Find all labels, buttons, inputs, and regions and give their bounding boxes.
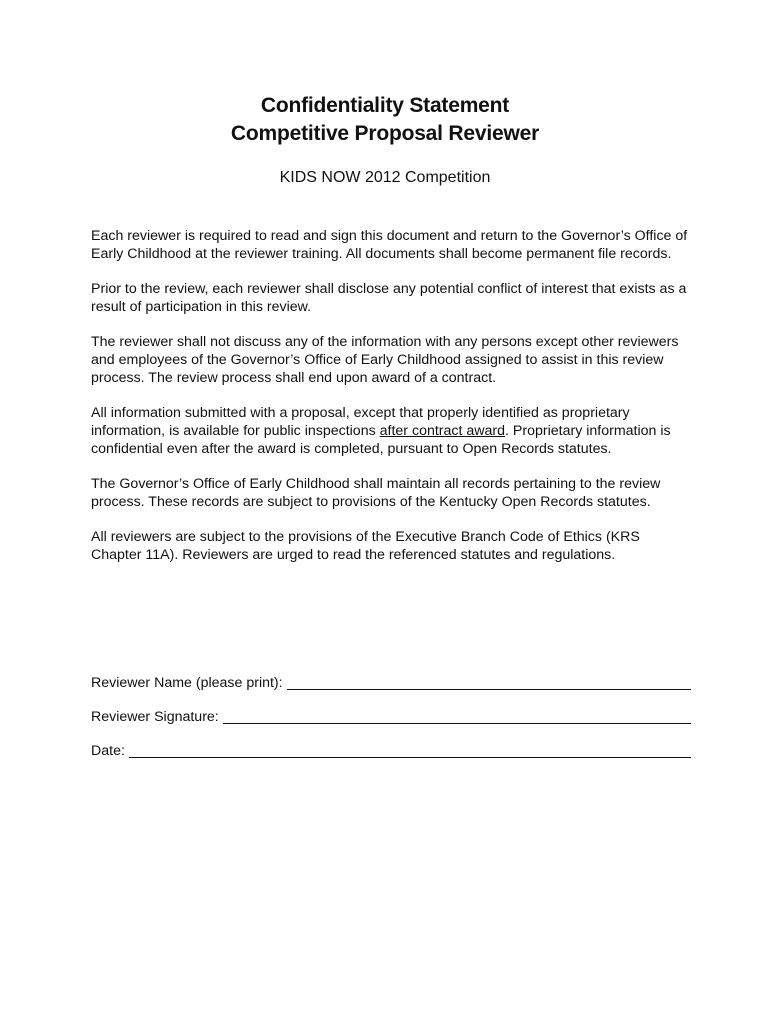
document-title-secondary: Competitive Proposal Reviewer xyxy=(230,122,540,145)
paragraph-reviewer-requirement: Each reviewer is required to read and sign this document and return to the Governor’s Office of Early Childhood at the reviewer training. All documents shall become permanent file records. xyxy=(91,228,688,262)
reviewer-signature-label: Reviewer Signature: xyxy=(91,709,219,725)
underlined-phrase: after contract award xyxy=(379,423,506,439)
paragraph-public-inspection-start: All information submitted with a proposal, except that properly identified as proprietary information, is available for public inspections xyxy=(91,405,630,439)
reviewer-signature-line[interactable] xyxy=(223,708,691,724)
reviewer-name-label: Reviewer Name (please print): xyxy=(91,675,283,691)
title-block xyxy=(0,92,770,148)
document-body xyxy=(91,227,691,581)
paragraph-records-maintenance: The Governor’s Office of Early Childhood shall maintain all records pertaining to the review process. These records are subject to provisions of the Kentucky Open Records statutes. xyxy=(91,476,661,510)
document-title: Confidentiality Statement xyxy=(260,94,510,117)
paragraph-public-inspection-end: . Proprietary information is confidential even after the award is completed, pursuant to Open Records statutes. xyxy=(91,423,671,457)
document-subtitle: KIDS NOW 2012 Competition xyxy=(279,169,491,186)
date-row xyxy=(91,742,691,760)
date-label: Date: xyxy=(91,743,125,759)
paragraph-public-inspection xyxy=(91,404,691,458)
reviewer-name-row xyxy=(91,674,691,692)
signature-block xyxy=(91,674,691,776)
paragraph-code-of-ethics: All reviewers are subject to the provisions of the Executive Branch Code of Ethics (KRS Chapter 11A). Reviewers are urged to read the referenced statutes and regulations. xyxy=(91,529,640,563)
date-line[interactable] xyxy=(129,742,691,758)
paragraph-conflict-of-interest: Prior to the review, each reviewer shall disclose any potential conflict of interest that exists as a result of participation in this review. xyxy=(91,281,687,315)
reviewer-signature-row xyxy=(91,708,691,726)
paragraph-nondisclosure: The reviewer shall not discuss any of the information with any persons except other reviewers and employees of the Governor’s Office of Early Childhood assigned to assist in this review process. The review process shall end upon award of a contract. xyxy=(91,334,679,386)
reviewer-name-line[interactable] xyxy=(287,674,691,690)
